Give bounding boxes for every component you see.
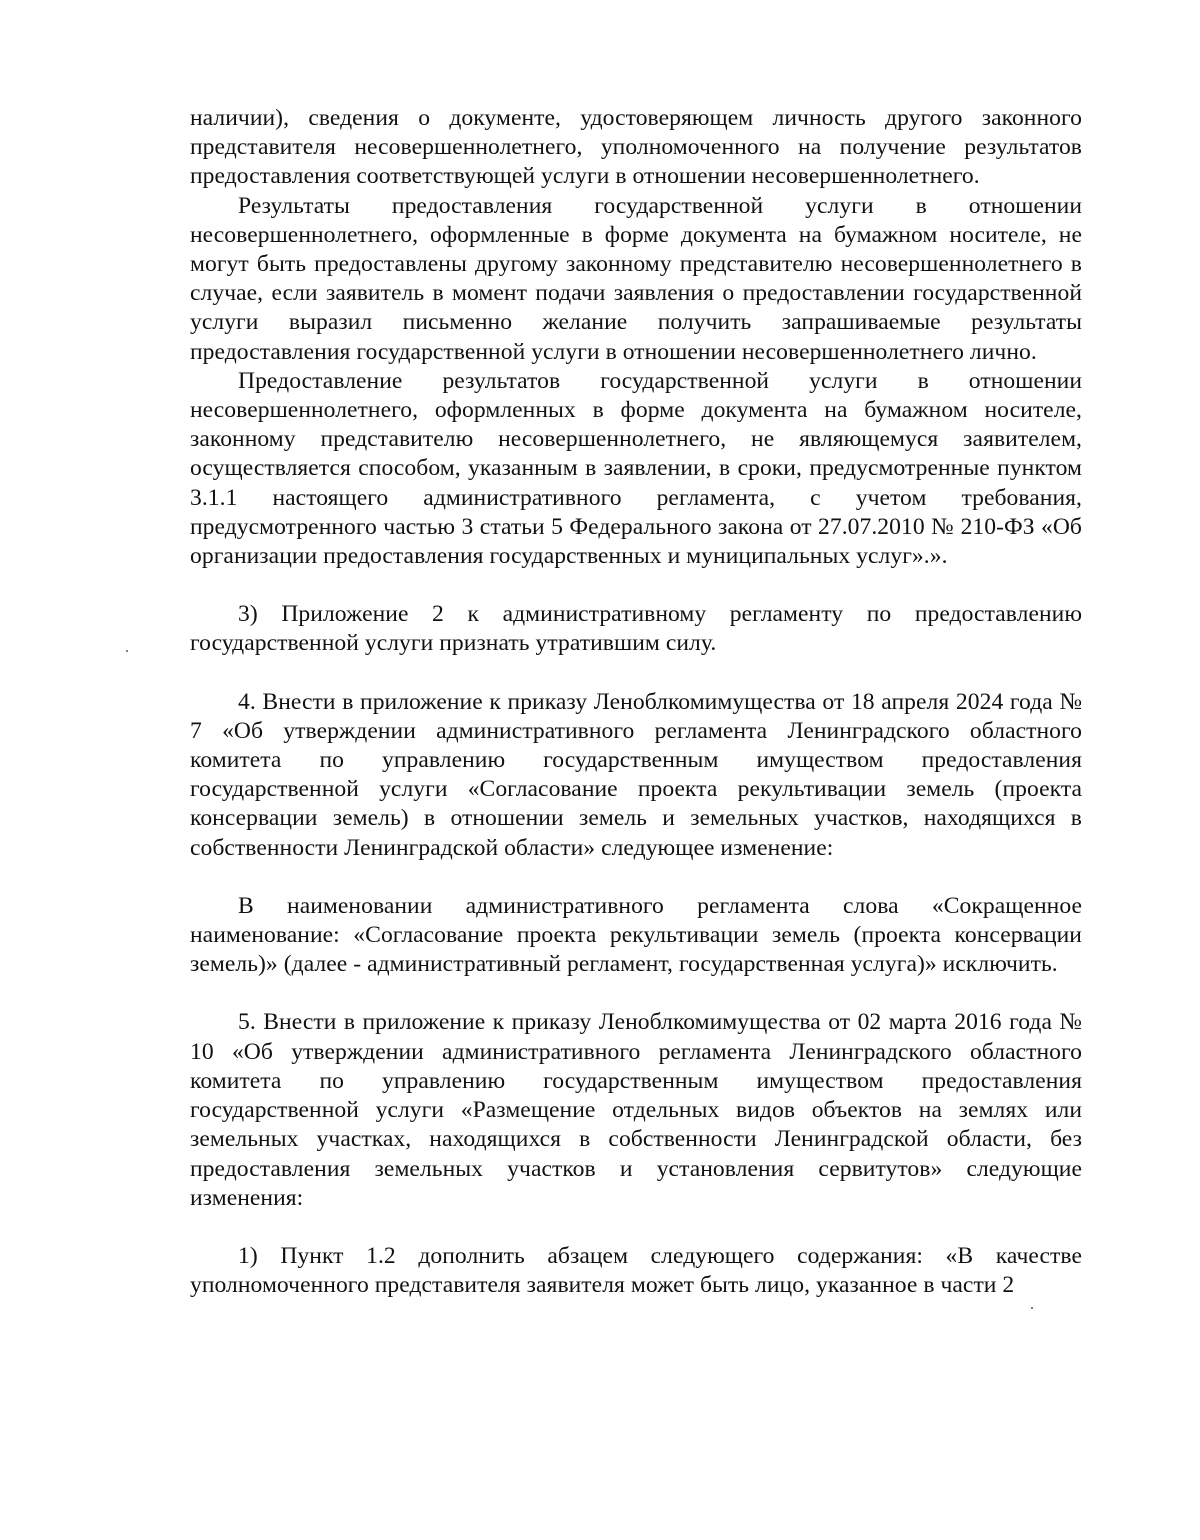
paragraph-item-4: 4. Внести в приложение к приказу Леноблкомимущества от 18 апреля 2024 года № 7 «Об утверждении административного регламента Ленинградского областного комитета по управлению государственным имуществом предоставления государственной услуги «Согласование проекта рекультивации земель (проекта консервации земель) в отношении земель и земельных участков, находящихся в собственности Ленинградской области» следующее изменение: <box>190 688 1082 861</box>
scan-speck <box>1031 1307 1033 1309</box>
paragraph-results-provision: Предоставление результатов государственной услуги в отношении несовершеннолетнего, оформленных в форме документа на бумажном носителе, законному представителю несовершеннолетнего, не являющемуся заявителем, осуществляется способом, указанным в заявлении, в сроки, предусмотренные пунктом 3.1.1 настоящего административного регламента, с учетом требования, предусмотренного частью 3 статьи 5 Федерального закона от 27.07.2010 № 210-ФЗ «Об организации предоставления государственных и муниципальных услуг».». <box>190 367 1082 570</box>
paragraph-continuation: наличии), сведения о документе, удостоверяющем личность другого законного представителя несовершеннолетнего, уполномоченного на получение результатов предоставления соответствующей услуги в отношении несовершеннолетнего. <box>190 105 1082 190</box>
paragraph-subitem-1: 1) Пункт 1.2 дополнить абзацем следующего содержания: «В качестве уполномоченного представителя заявителя может быть лицо, указанное в части 2 <box>190 1242 1082 1299</box>
scan-speck <box>126 650 128 652</box>
paragraph-results-not-provided: Результаты предоставления государственной услуги в отношении несовершеннолетнего, оформленные в форме документа на бумажном носителе, не могут быть предоставлены другому законному представителю несовершеннолетнего в случае, если заявитель в момент подачи заявления о предоставлении государственной услуги выразил письменно желание получить запрашиваемые результаты предоставления государственной услуги в отношении несовершеннолетнего лично. <box>190 192 1082 365</box>
paragraph-item-5: 5. Внести в приложение к приказу Леноблкомимущества от 02 марта 2016 года № 10 «Об утверждении административного регламента Ленинградского областного комитета по управлению государственным имуществом предоставления государственной услуги «Размещение отдельных видов объектов на землях или земельных участках, находящихся в собственности Ленинградской области, без предоставления земельных участков и установления сервитутов» следующие изменения: <box>190 1009 1082 1211</box>
paragraph-item-3: 3) Приложение 2 к административному регламенту по предоставлению государственной услуги признать утратившим силу. <box>190 601 1082 657</box>
paragraph-name-change: В наименовании административного регламента слова «Сокращенное наименование: «Согласование проекта рекультивации земель (проекта консервации земель)» (далее - административный регламент, государственная услуга)» исключить. <box>190 892 1082 978</box>
document-body <box>190 104 1082 1300</box>
